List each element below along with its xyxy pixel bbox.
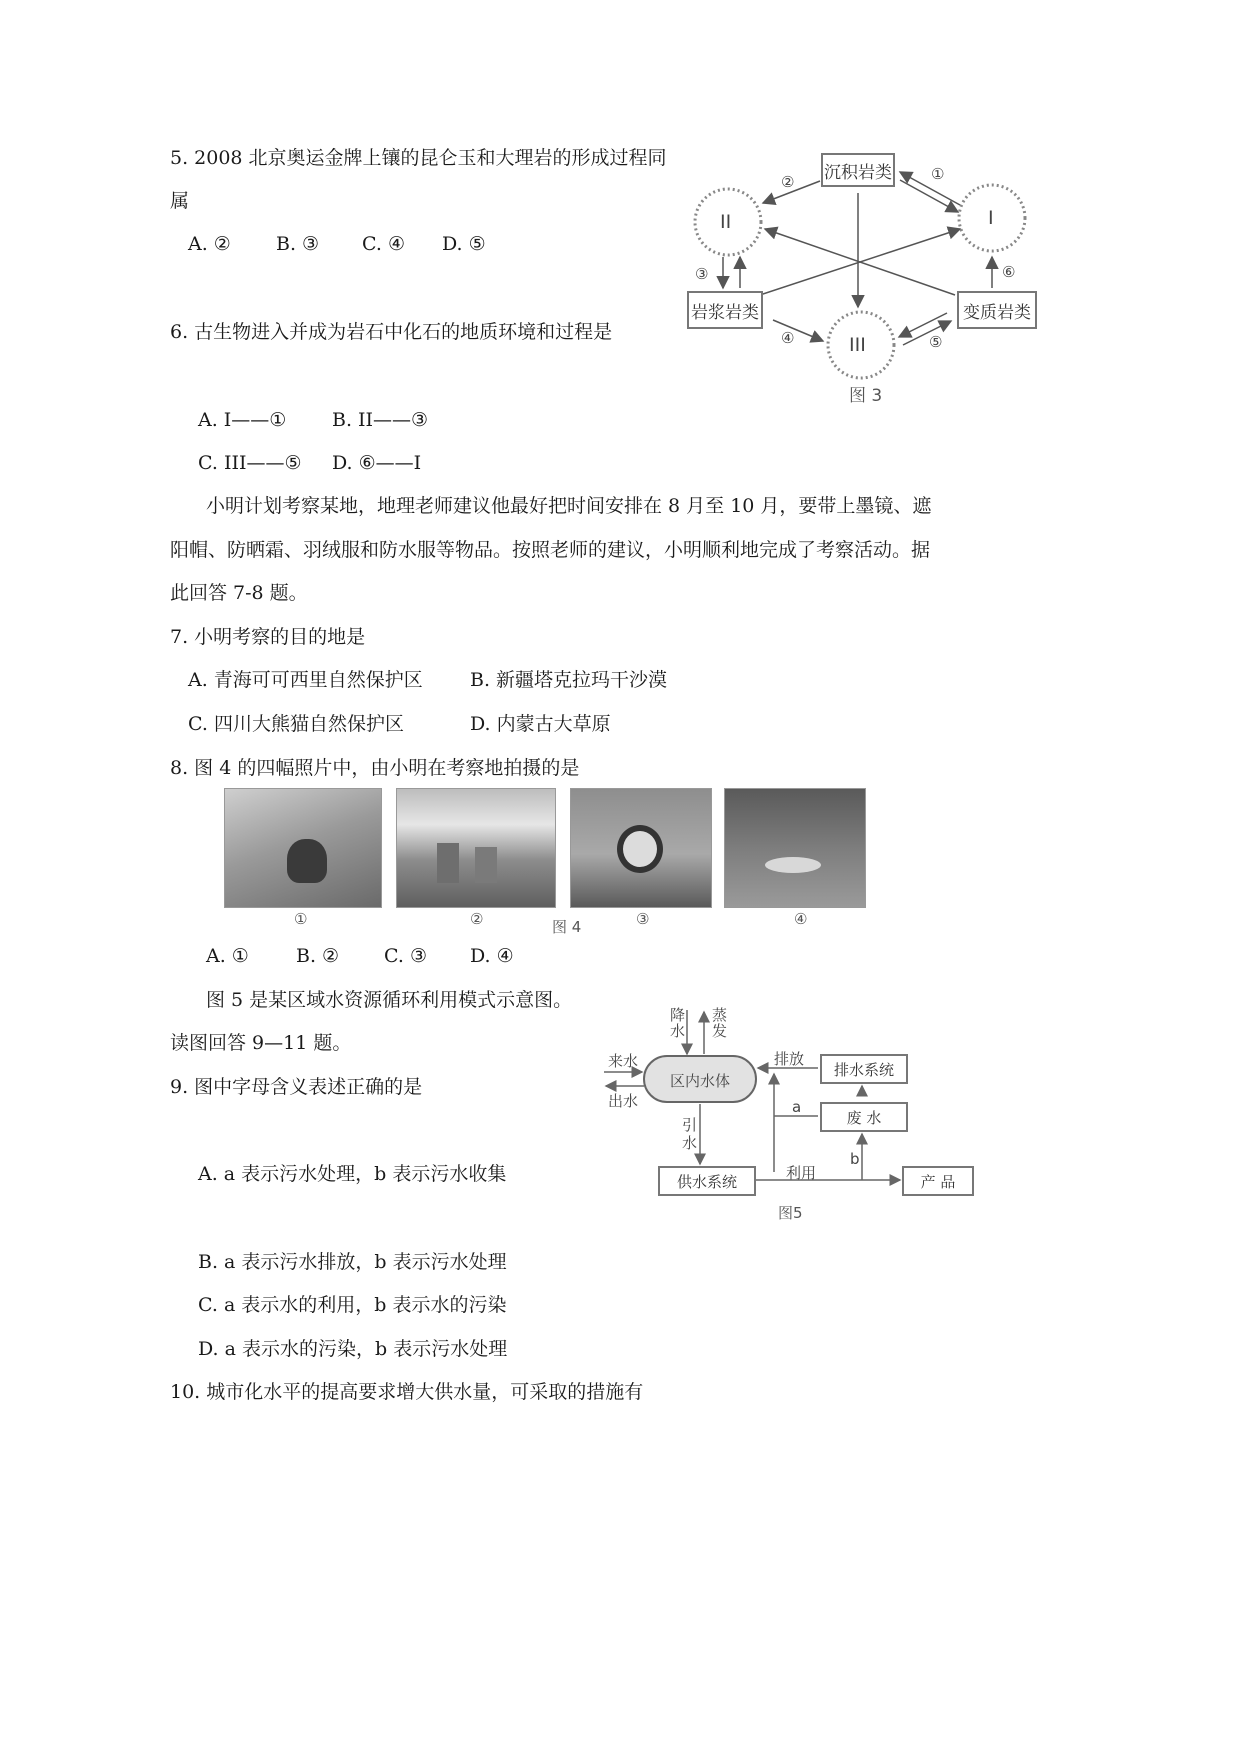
q6-option-b[interactable]: B. II——③ xyxy=(332,409,429,431)
q8-option-a[interactable]: A. ① xyxy=(206,945,249,967)
q6-option-d[interactable]: D. ⑥——I xyxy=(332,452,422,474)
label-a: a xyxy=(792,1098,802,1116)
figure-4-caption: 图 4 xyxy=(552,918,582,936)
intro-7-8-line3: 此回答 7-8 题。 xyxy=(170,582,308,604)
q8-stem: 8. 图 4 的四幅照片中，由小明在考察地拍摄的是 xyxy=(170,757,580,779)
q6-option-a[interactable]: A. I——① xyxy=(198,409,287,431)
photo-4-fish xyxy=(724,788,866,908)
q5-stem-line1: 5. 2008 北京奥运金牌上镶的昆仑玉和大理岩的形成过程同 xyxy=(170,147,667,169)
q9-option-b[interactable]: B. a 表示污水排放，b 表示污水处理 xyxy=(198,1251,507,1273)
photo-label-3: ③ xyxy=(636,910,650,928)
label-water-body: 区内水体 xyxy=(670,1072,731,1090)
arrow-label-4: ④ xyxy=(781,329,795,347)
intro-7-8-line1: 小明计划考察某地，地理老师建议他最好把时间安排在 8 月至 10 月，要带上墨镜、遮 xyxy=(206,495,932,517)
label-precip-2: 水 xyxy=(670,1022,686,1040)
q9-stem: 9. 图中字母含义表述正确的是 xyxy=(170,1076,423,1098)
q6-option-c[interactable]: C. III——⑤ xyxy=(198,452,302,474)
q7-option-a[interactable]: A. 青海可可西里自然保护区 xyxy=(188,669,423,691)
intro-7-8-line2: 阳帽、防晒霜、羽绒服和防水服等物品。按照老师的建议，小明顺利地完成了考察活动。据 xyxy=(170,539,931,561)
label-precip-1: 降 xyxy=(670,1006,686,1024)
box-water-supply: 供水系统 xyxy=(658,1166,756,1196)
figure-4-photos xyxy=(224,788,869,938)
label-use: 利用 xyxy=(786,1164,817,1182)
box-waste-water: 废 水 xyxy=(820,1102,908,1132)
arrow-label-2: ② xyxy=(781,173,795,191)
q7-option-d[interactable]: D. 内蒙古大草原 xyxy=(470,713,611,735)
intro-9-11-line1: 图 5 是某区域水资源循环利用模式示意图。 xyxy=(206,989,573,1011)
q7-option-c[interactable]: C. 四川大熊猫自然保护区 xyxy=(188,713,404,735)
photo-label-1: ① xyxy=(294,910,308,928)
q7-stem: 7. 小明考察的目的地是 xyxy=(170,626,366,648)
q8-option-b[interactable]: B. ② xyxy=(296,945,340,967)
label-draw-2: 水 xyxy=(682,1134,698,1152)
q7-option-b[interactable]: B. 新疆塔克拉玛干沙漠 xyxy=(470,669,668,691)
arrow-label-5: ⑤ xyxy=(929,333,943,351)
photo-1-yak xyxy=(224,788,382,908)
box-sedimentary-rock: 沉积岩类 xyxy=(821,153,895,187)
arrow-label-6: ⑥ xyxy=(1002,263,1016,281)
label-b: b xyxy=(850,1150,860,1168)
figure-3-caption: 图 3 xyxy=(849,386,883,406)
q6-stem: 6. 古生物进入并成为岩石中化石的地质环境和过程是 xyxy=(170,321,613,343)
q8-option-d[interactable]: D. ④ xyxy=(470,945,514,967)
q5-option-c[interactable]: C. ④ xyxy=(362,233,405,255)
q8-option-c[interactable]: C. ③ xyxy=(384,945,427,967)
label-ii: II xyxy=(720,211,732,233)
photo-label-4: ④ xyxy=(794,910,808,928)
label-outflow: 出水 xyxy=(608,1092,639,1110)
label-inflow: 来水 xyxy=(608,1052,639,1070)
intro-9-11-line2: 读图回答 9—11 题。 xyxy=(170,1032,352,1054)
photo-2-antelopes xyxy=(396,788,556,908)
box-metamorphic-rock: 变质岩类 xyxy=(957,291,1037,329)
q9-option-a[interactable]: A. a 表示污水处理，b 表示污水收集 xyxy=(198,1163,507,1185)
box-product: 产 品 xyxy=(902,1166,974,1196)
arrow-label-1: ① xyxy=(931,165,945,183)
photo-3-panda xyxy=(570,788,712,908)
q9-option-c[interactable]: C. a 表示水的利用，b 表示水的污染 xyxy=(198,1294,507,1316)
photo-label-2: ② xyxy=(470,910,484,928)
label-draw-1: 引 xyxy=(682,1116,698,1134)
q5-option-b[interactable]: B. ③ xyxy=(276,233,320,255)
label-iii: III xyxy=(849,334,866,356)
figure-3-rock-cycle xyxy=(685,145,1045,405)
figure-5-caption: 图5 xyxy=(778,1204,803,1222)
label-evap-2: 发 xyxy=(712,1022,728,1040)
label-discharge: 排放 xyxy=(774,1050,805,1068)
box-drain-system: 排水系统 xyxy=(820,1054,908,1084)
arrow-label-3: ③ xyxy=(695,265,709,283)
q5-stem-line2: 属 xyxy=(170,190,190,212)
q5-option-a[interactable]: A. ② xyxy=(188,233,231,255)
figure-5-water-cycle xyxy=(600,1002,980,1224)
q5-option-d[interactable]: D. ⑤ xyxy=(442,233,486,255)
label-i: I xyxy=(988,207,994,229)
box-igneous-rock: 岩浆岩类 xyxy=(687,291,763,329)
q10-stem: 10. 城市化水平的提高要求增大供水量，可采取的措施有 xyxy=(170,1381,644,1403)
q9-option-d[interactable]: D. a 表示水的污染，b 表示污水处理 xyxy=(198,1338,508,1360)
label-evap-1: 蒸 xyxy=(712,1006,728,1024)
